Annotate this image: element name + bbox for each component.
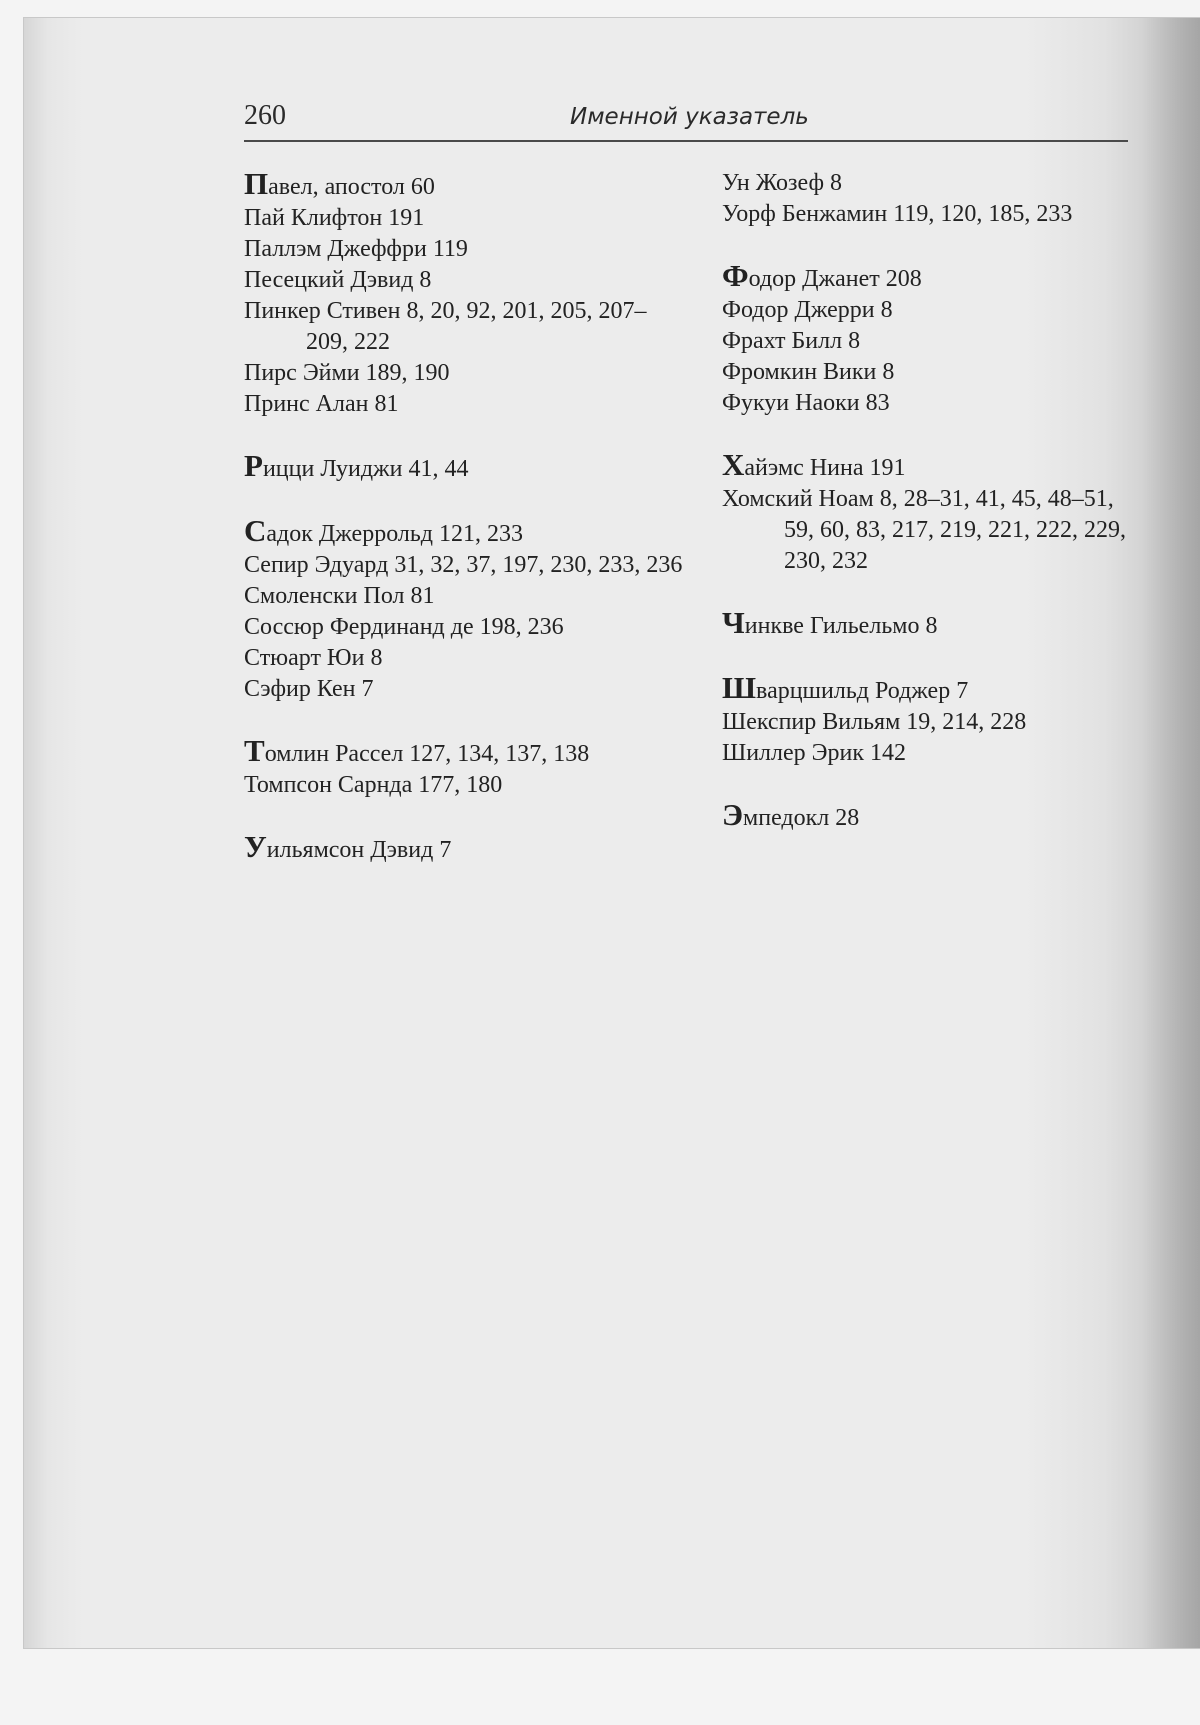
index-entry [722, 707, 1132, 738]
index-entry-text: Шиллер Эрик 142 [722, 740, 907, 766]
index-entry-text: Уорф Бенжамин 119, 120, 185, 233 [722, 201, 1073, 227]
index-entry-text: адок Джеррольд 121, 233 [266, 521, 524, 547]
section-initial-letter: Ш [722, 670, 757, 705]
index-entry-text: айэмс Нина 191 [744, 455, 906, 481]
index-entry-text: Смоленски Пол 81 [244, 583, 435, 609]
index-entry-text: ицци Луиджи 41, 44 [262, 456, 469, 482]
index-letter-group [244, 831, 684, 866]
index-entry [244, 735, 684, 770]
index-entry [244, 612, 684, 643]
index-entry-text: Сепир Эдуард 31, 32, 37, 197, 230, 233, 236 [244, 552, 683, 578]
section-initial-letter: Ф [722, 258, 749, 293]
index-entry-text: варцшильд Роджер 7 [756, 678, 969, 704]
index-entry [722, 295, 1132, 326]
index-entry [722, 357, 1132, 388]
section-initial-letter: Т [244, 733, 265, 768]
section-initial-letter: Э [722, 797, 744, 832]
index-entry [244, 389, 684, 420]
index-letter-group [722, 168, 1132, 230]
index-entry-text: Песецкий Дэвид 8 [244, 267, 432, 293]
index-letter-group [722, 260, 1132, 419]
index-entry-text: Шекспир Вильям 19, 214, 228 [722, 709, 1027, 735]
index-letter-group [244, 168, 684, 420]
page-header [244, 100, 1128, 142]
index-entry-text: мпедокл 28 [743, 805, 860, 831]
index-entry-text: Принс Алан 81 [244, 391, 399, 417]
index-entry [244, 831, 684, 866]
index-entry [722, 168, 1132, 199]
index-entry [722, 799, 1132, 834]
index-entry-text: Фодор Джерри 8 [722, 297, 893, 323]
index-entry [722, 199, 1132, 230]
index-entry [722, 449, 1132, 484]
index-entry [244, 643, 684, 674]
index-entry [244, 515, 684, 550]
index-entry-text: Соссюр Фердинанд де 198, 236 [244, 614, 564, 640]
index-letter-group [722, 672, 1132, 769]
index-letter-group [722, 607, 1132, 642]
index-entry [244, 203, 684, 234]
index-entry-text: Пинкер Стивен 8, 20, 92, 201, 205, 207–209, 222 [244, 298, 647, 355]
index-entry-text: Паллэм Джеффри 119 [244, 236, 468, 262]
index-entry-text: ильямсон Дэвид 7 [266, 837, 452, 863]
index-letter-group [722, 449, 1132, 577]
section-initial-letter: У [244, 829, 267, 864]
index-entry-text: Пай Клифтон 191 [244, 205, 425, 231]
index-entry-text: Пирс Эйми 189, 190 [244, 360, 450, 386]
index-letter-group [244, 450, 684, 485]
index-entry [244, 296, 684, 358]
index-entry [244, 168, 684, 203]
index-entry-text: авел, апостол 60 [268, 174, 435, 200]
section-initial-letter: П [244, 166, 269, 201]
index-entry-text: Фрахт Билл 8 [722, 328, 861, 354]
index-entry [244, 265, 684, 296]
index-entry [244, 770, 684, 801]
index-entry-text: Ун Жозеф 8 [722, 170, 842, 196]
index-entry-text: Хомский Ноам 8, 28–31, 41, 45, 48–51, 59, 60, 83, 217, 219, 221, 222, 229, 230, 232 [722, 486, 1126, 574]
gutter-shadow [1142, 18, 1200, 1648]
index-entry-text: омлин Рассел 127, 134, 137, 138 [264, 741, 590, 767]
index-letter-group [722, 799, 1132, 834]
running-title: Именной указатель [570, 104, 809, 130]
index-entry [244, 581, 684, 612]
index-entry [722, 260, 1132, 295]
index-entry [722, 326, 1132, 357]
index-entry [722, 672, 1132, 707]
index-entry-text: Стюарт Юи 8 [244, 645, 383, 671]
index-entry-text: одор Джанет 208 [748, 266, 922, 292]
index-entry [244, 234, 684, 265]
index-entry-text: Томпсон Сарнда 177, 180 [244, 772, 503, 798]
index-entry [244, 550, 684, 581]
section-initial-letter: Ч [722, 605, 745, 640]
section-initial-letter: Х [722, 447, 745, 482]
index-letter-group [244, 735, 684, 801]
index-entry-text: Фромкин Вики 8 [722, 359, 895, 385]
index-entry [722, 484, 1132, 577]
index-entry-text: Фукуи Наоки 83 [722, 390, 890, 416]
index-letter-group [244, 515, 684, 705]
index-entry [722, 388, 1132, 419]
index-column-left [244, 168, 684, 896]
index-entry [244, 450, 684, 485]
index-entry-text: Сэфир Кен 7 [244, 676, 374, 702]
page-number: 260 [244, 100, 286, 131]
section-initial-letter: С [244, 513, 267, 548]
index-column-right [722, 168, 1132, 864]
index-entry-text: инкве Гильельмо 8 [744, 613, 938, 639]
index-entry [244, 674, 684, 705]
section-initial-letter: Р [244, 448, 263, 483]
index-entry [244, 358, 684, 389]
index-entry [722, 738, 1132, 769]
index-entry [722, 607, 1132, 642]
